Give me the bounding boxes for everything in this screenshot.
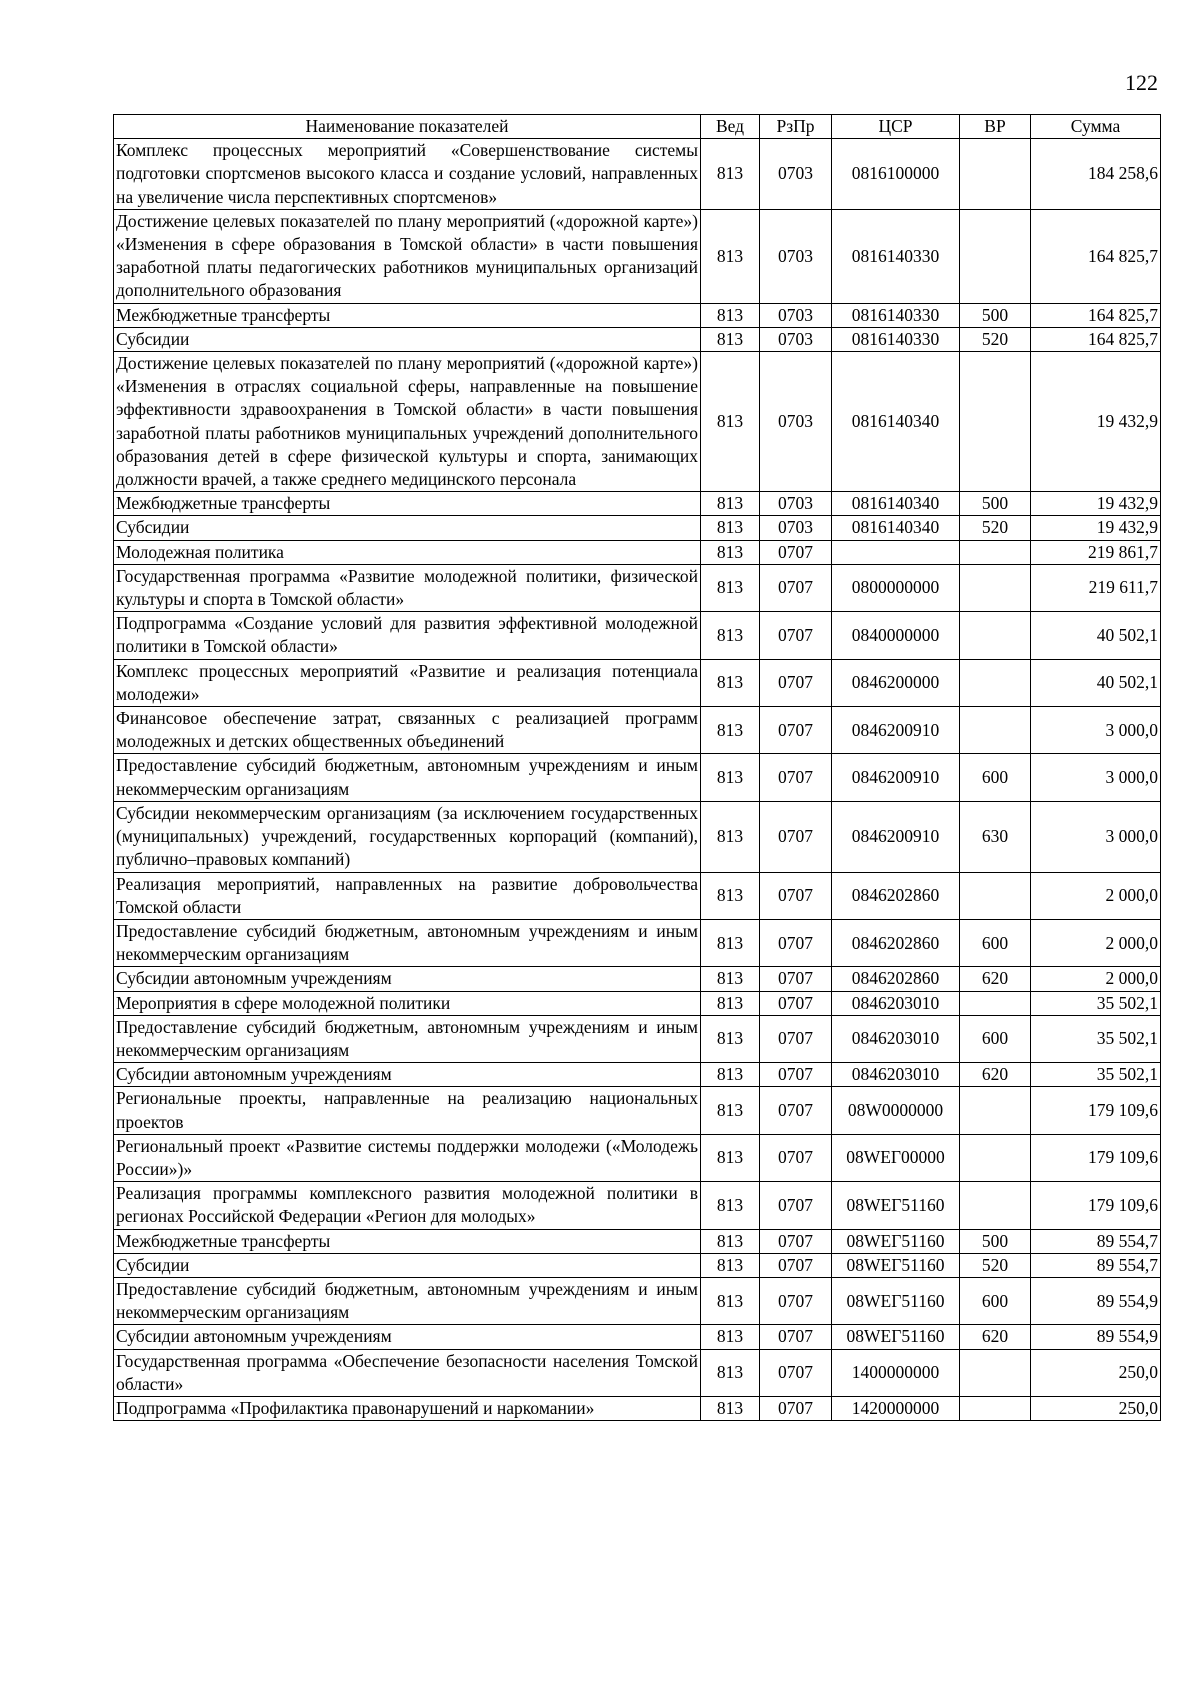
cell-csr: 0816140340 [832,492,960,516]
cell-csr: 08WEГ00000 [832,1134,960,1181]
cell-sum: 2 000,0 [1031,919,1161,966]
cell-rzpr: 0707 [760,1015,832,1062]
cell-csr: 08WEГ51160 [832,1325,960,1349]
cell-vr: 600 [960,1015,1031,1062]
header-name: Наименование показателей [114,115,701,139]
cell-vr [960,139,1031,210]
cell-rzpr: 0707 [760,1277,832,1324]
cell-rzpr: 0707 [760,1253,832,1277]
header-sum: Сумма [1031,115,1161,139]
table-header-row [114,115,1161,139]
cell-vr: 520 [960,327,1031,351]
cell-vr [960,564,1031,611]
cell-vr [960,872,1031,919]
cell-csr: 0846200910 [832,707,960,754]
cell-name: Комплекс процессных мероприятий «Развитие и реализация потенциала молодежи» [114,659,701,706]
cell-ved: 813 [701,1396,760,1420]
cell-sum: 89 554,9 [1031,1325,1161,1349]
cell-rzpr: 0707 [760,540,832,564]
cell-sum: 40 502,1 [1031,659,1161,706]
cell-sum: 19 432,9 [1031,352,1161,492]
cell-ved: 813 [701,1253,760,1277]
cell-name: Финансовое обеспечение затрат, связанных с реализацией программ молодежных и детских общественных объединений [114,707,701,754]
cell-sum: 89 554,9 [1031,1277,1161,1324]
cell-rzpr: 0703 [760,516,832,540]
cell-csr: 0846200000 [832,659,960,706]
cell-vr [960,352,1031,492]
cell-csr: 0846202860 [832,967,960,991]
cell-csr: 1400000000 [832,1349,960,1396]
cell-ved: 813 [701,1349,760,1396]
cell-rzpr: 0707 [760,1063,832,1087]
cell-csr: 08WEГ51160 [832,1229,960,1253]
cell-vr [960,1349,1031,1396]
cell-name: Государственная программа «Развитие молодежной политики, физической культуры и спорта в Томской области» [114,564,701,611]
cell-csr: 08WEГ51160 [832,1277,960,1324]
cell-ved: 813 [701,919,760,966]
cell-csr: 0816140330 [832,209,960,303]
cell-name: Предоставление субсидий бюджетным, автономным учреждениям и иным некоммерческим организациям [114,754,701,801]
cell-name: Молодежная политика [114,540,701,564]
cell-vr [960,1134,1031,1181]
cell-vr: 500 [960,303,1031,327]
cell-ved: 813 [701,1277,760,1324]
cell-sum: 89 554,7 [1031,1229,1161,1253]
cell-name: Региональные проекты, направленные на реализацию национальных проектов [114,1087,701,1134]
cell-ved: 813 [701,872,760,919]
cell-rzpr: 0703 [760,492,832,516]
cell-csr: 08WEГ51160 [832,1253,960,1277]
cell-name: Подпрограмма «Профилактика правонарушений и наркомании» [114,1396,701,1420]
table-row [114,707,1161,754]
cell-name: Комплекс процессных мероприятий «Совершенствование системы подготовки спортсменов высокого класса и создание условий, направленных на увеличение числа перспективных спортсменов» [114,139,701,210]
cell-rzpr: 0707 [760,1182,832,1229]
cell-ved: 813 [701,327,760,351]
table-row [114,754,1161,801]
cell-csr: 1420000000 [832,1396,960,1420]
cell-name: Достижение целевых показателей по плану мероприятий («дорожной карте») «Изменения в отраслях социальной сферы, направленные на повышение эффективности здравоохранения в Томской области» в части повышения заработной платы работников муниципальных учреждений дополнительного образования детей в сфере физической культуры и спорта, занимающих должности врачей, а также среднего медицинского персонала [114,352,701,492]
cell-name: Субсидии автономным учреждениям [114,1063,701,1087]
cell-csr: 0800000000 [832,564,960,611]
cell-name: Предоставление субсидий бюджетным, автономным учреждениям и иным некоммерческим организациям [114,919,701,966]
cell-rzpr: 0707 [760,1134,832,1181]
cell-csr: 0846203010 [832,1015,960,1062]
cell-ved: 813 [701,492,760,516]
cell-ved: 813 [701,612,760,659]
cell-sum: 179 109,6 [1031,1182,1161,1229]
cell-name: Государственная программа «Обеспечение безопасности населения Томской области» [114,1349,701,1396]
cell-sum: 164 825,7 [1031,209,1161,303]
cell-ved: 813 [701,139,760,210]
cell-rzpr: 0707 [760,1349,832,1396]
cell-sum: 219 861,7 [1031,540,1161,564]
cell-rzpr: 0707 [760,1396,832,1420]
cell-rzpr: 0707 [760,872,832,919]
cell-sum: 3 000,0 [1031,754,1161,801]
cell-sum: 2 000,0 [1031,872,1161,919]
cell-rzpr: 0707 [760,1087,832,1134]
cell-name: Субсидии автономным учреждениям [114,967,701,991]
cell-name: Мероприятия в сфере молодежной политики [114,991,701,1015]
table-body [114,139,1161,1421]
cell-csr: 0840000000 [832,612,960,659]
cell-ved: 813 [701,1182,760,1229]
cell-ved: 813 [701,707,760,754]
cell-rzpr: 0707 [760,612,832,659]
cell-csr: 0816140330 [832,303,960,327]
cell-rzpr: 0707 [760,754,832,801]
table-row [114,919,1161,966]
cell-sum: 40 502,1 [1031,612,1161,659]
cell-ved: 813 [701,754,760,801]
cell-csr: 0816140340 [832,516,960,540]
cell-ved: 813 [701,516,760,540]
budget-table [113,114,1161,1421]
cell-csr: 0846203010 [832,1063,960,1087]
table-row [114,1277,1161,1324]
cell-csr: 0846203010 [832,991,960,1015]
cell-ved: 813 [701,659,760,706]
cell-ved: 813 [701,1229,760,1253]
cell-csr: 0846200910 [832,754,960,801]
cell-sum: 250,0 [1031,1396,1161,1420]
table-row [114,1134,1161,1181]
cell-vr: 630 [960,801,1031,872]
table-row [114,492,1161,516]
cell-ved: 813 [701,801,760,872]
cell-vr: 500 [960,1229,1031,1253]
cell-sum: 3 000,0 [1031,707,1161,754]
cell-sum: 35 502,1 [1031,1015,1161,1062]
cell-vr [960,707,1031,754]
cell-name: Субсидии некоммерческим организациям (за исключением государственных (муниципальных) учреждений, государственных корпораций (компаний), публично–правовых компаний) [114,801,701,872]
cell-csr: 0816140340 [832,352,960,492]
cell-ved: 813 [701,1063,760,1087]
table-row [114,352,1161,492]
header-rzpr: РзПр [760,115,832,139]
cell-csr: 08W0000000 [832,1087,960,1134]
cell-vr [960,612,1031,659]
table-row [114,1253,1161,1277]
table-row [114,967,1161,991]
cell-csr: 08WEГ51160 [832,1182,960,1229]
cell-vr: 520 [960,516,1031,540]
cell-ved: 813 [701,1087,760,1134]
cell-sum: 219 611,7 [1031,564,1161,611]
table-row [114,303,1161,327]
cell-rzpr: 0703 [760,209,832,303]
header-csr: ЦСР [832,115,960,139]
cell-rzpr: 0707 [760,564,832,611]
table-row [114,991,1161,1015]
cell-vr [960,1182,1031,1229]
cell-sum: 179 109,6 [1031,1087,1161,1134]
cell-csr: 0846202860 [832,872,960,919]
table-row [114,659,1161,706]
cell-csr: 0816140330 [832,327,960,351]
table-row [114,612,1161,659]
table-row [114,516,1161,540]
table-row [114,209,1161,303]
cell-ved: 813 [701,967,760,991]
table-row [114,1229,1161,1253]
cell-name: Реализация мероприятий, направленных на развитие добровольчества Томской области [114,872,701,919]
cell-sum: 179 109,6 [1031,1134,1161,1181]
cell-ved: 813 [701,352,760,492]
cell-sum: 35 502,1 [1031,991,1161,1015]
table-row [114,1063,1161,1087]
cell-name: Предоставление субсидий бюджетным, автономным учреждениям и иным некоммерческим организациям [114,1277,701,1324]
cell-csr: 0816100000 [832,139,960,210]
table-row [114,1349,1161,1396]
table-row [114,1087,1161,1134]
cell-vr: 520 [960,1253,1031,1277]
cell-vr [960,540,1031,564]
cell-sum: 184 258,6 [1031,139,1161,210]
cell-sum: 19 432,9 [1031,492,1161,516]
cell-sum: 3 000,0 [1031,801,1161,872]
cell-rzpr: 0703 [760,327,832,351]
table-row [114,1182,1161,1229]
cell-ved: 813 [701,1134,760,1181]
cell-vr [960,659,1031,706]
cell-vr: 600 [960,1277,1031,1324]
cell-ved: 813 [701,1015,760,1062]
cell-vr: 600 [960,754,1031,801]
cell-vr [960,1396,1031,1420]
cell-vr: 620 [960,967,1031,991]
cell-rzpr: 0707 [760,1325,832,1349]
cell-vr: 620 [960,1063,1031,1087]
cell-rzpr: 0707 [760,1229,832,1253]
cell-name: Субсидии [114,1253,701,1277]
page-number: 122 [1125,70,1158,95]
cell-name: Реализация программы комплексного развития молодежной политики в регионах Российской Федерации «Регион для молодых» [114,1182,701,1229]
cell-name: Региональный проект «Развитие системы поддержки молодежи («Молодежь России»)» [114,1134,701,1181]
cell-csr: 0846200910 [832,801,960,872]
cell-name: Субсидии [114,516,701,540]
table-row [114,1015,1161,1062]
cell-name: Предоставление субсидий бюджетным, автономным учреждениям и иным некоммерческим организациям [114,1015,701,1062]
cell-name: Субсидии [114,327,701,351]
table-row [114,872,1161,919]
cell-ved: 813 [701,564,760,611]
table-row [114,139,1161,210]
cell-csr [832,540,960,564]
cell-name: Межбюджетные трансферты [114,492,701,516]
cell-ved: 813 [701,1325,760,1349]
cell-csr: 0846202860 [832,919,960,966]
header-vr: ВР [960,115,1031,139]
cell-ved: 813 [701,991,760,1015]
table-row [114,1396,1161,1420]
cell-vr: 600 [960,919,1031,966]
cell-ved: 813 [701,209,760,303]
table-row [114,327,1161,351]
cell-sum: 164 825,7 [1031,303,1161,327]
cell-name: Межбюджетные трансферты [114,1229,701,1253]
cell-ved: 813 [701,540,760,564]
cell-rzpr: 0707 [760,659,832,706]
cell-rzpr: 0707 [760,707,832,754]
cell-rzpr: 0707 [760,991,832,1015]
table-row [114,1325,1161,1349]
table-row [114,564,1161,611]
cell-vr [960,991,1031,1015]
cell-rzpr: 0703 [760,139,832,210]
cell-vr [960,1087,1031,1134]
cell-rzpr: 0703 [760,352,832,492]
cell-name: Подпрограмма «Создание условий для развития эффективной молодежной политики в Томской области» [114,612,701,659]
cell-sum: 2 000,0 [1031,967,1161,991]
cell-vr [960,209,1031,303]
cell-name: Межбюджетные трансферты [114,303,701,327]
cell-vr: 500 [960,492,1031,516]
cell-rzpr: 0703 [760,303,832,327]
cell-rzpr: 0707 [760,919,832,966]
header-ved: Вед [701,115,760,139]
cell-sum: 164 825,7 [1031,327,1161,351]
cell-vr: 620 [960,1325,1031,1349]
cell-rzpr: 0707 [760,967,832,991]
cell-ved: 813 [701,303,760,327]
cell-name: Субсидии автономным учреждениям [114,1325,701,1349]
cell-sum: 250,0 [1031,1349,1161,1396]
cell-sum: 19 432,9 [1031,516,1161,540]
cell-name: Достижение целевых показателей по плану мероприятий («дорожной карте») «Изменения в сфере образования в Томской области» в части повышения заработной платы педагогических работников муниципальных организаций дополнительного образования [114,209,701,303]
cell-rzpr: 0707 [760,801,832,872]
table-row [114,801,1161,872]
table-row [114,540,1161,564]
cell-sum: 89 554,7 [1031,1253,1161,1277]
cell-sum: 35 502,1 [1031,1063,1161,1087]
